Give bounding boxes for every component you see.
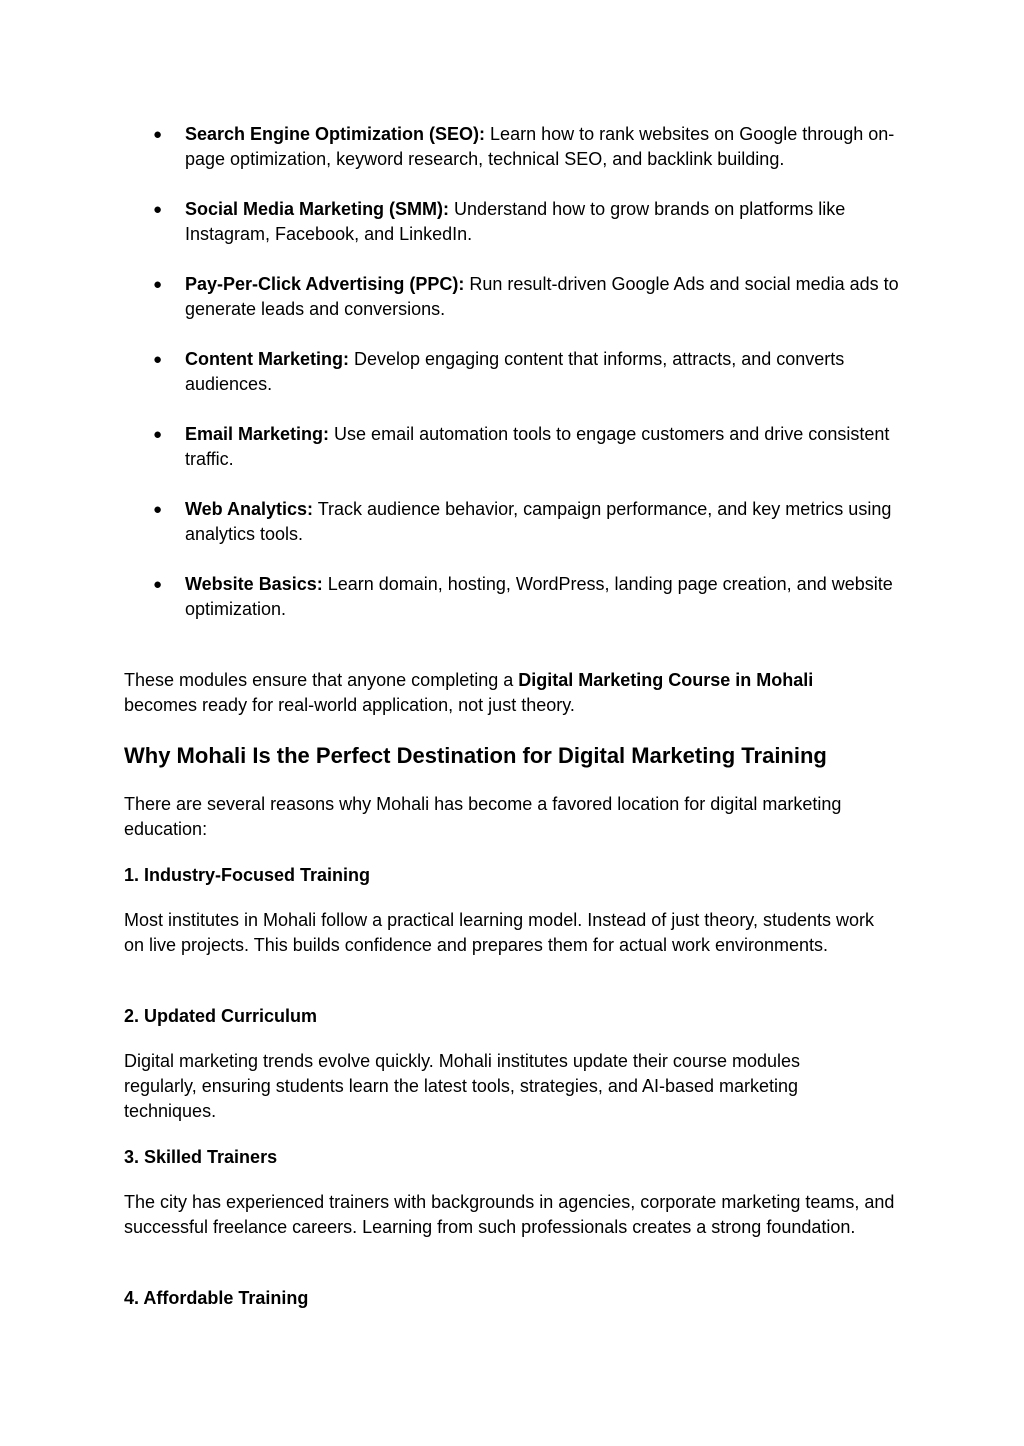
list-item <box>153 497 915 547</box>
item-title: Email Marketing: <box>185 424 330 444</box>
item-text: Develop engaging content that informs, attracts, and converts audiences. <box>185 349 845 394</box>
bullet-icon: ● <box>153 426 163 443</box>
bullet-icon: ● <box>153 351 163 368</box>
bullet-icon: ● <box>153 276 163 293</box>
list-item <box>153 347 915 397</box>
list-item <box>153 422 915 472</box>
list-item <box>153 197 915 247</box>
section-heading: Why Mohali Is the Perfect Destination for Digital Marketing Training <box>124 743 827 768</box>
item-title: Pay-Per-Click Advertising (PPC): <box>185 274 465 294</box>
item-title: Search Engine Optimization (SEO): <box>185 124 486 144</box>
list-item <box>153 572 915 622</box>
list-item <box>153 122 915 172</box>
item-text: Learn domain, hosting, WordPress, landing page creation, and website optimization. <box>185 574 893 619</box>
paragraph: Digital marketing trends evolve quickly. Mohali institutes update their course modules regularly, ensuring students learn the latest tools, strategies, and AI-based marketing techniques. <box>124 1051 800 1121</box>
subheading: 3. Skilled Trainers <box>124 1147 278 1167</box>
paragraph: Most institutes in Mohali follow a practical learning model. Instead of just theory, students work on live projects. This builds confidence and prepares them for actual work environments. <box>124 910 875 955</box>
item-title: Web Analytics: <box>185 499 314 519</box>
bullet-icon: ● <box>153 576 163 593</box>
item-title: Website Basics: <box>185 574 323 594</box>
subheading: 4. Affordable Training <box>124 1288 309 1308</box>
summary-paragraph <box>124 668 864 718</box>
summary-pre: These modules ensure that anyone completing a <box>124 670 519 690</box>
intro-paragraph: There are several reasons why Mohali has become a favored location for digital marketing education: <box>124 794 842 839</box>
subheading: 1. Industry-Focused Training <box>124 865 371 885</box>
item-text: Understand how to grow brands on platforms like Instagram, Facebook, and LinkedIn. <box>185 199 846 244</box>
summary-bold: Digital Marketing Course in Mohali <box>518 670 814 690</box>
item-text: Learn how to rank websites on Google through on-page optimization, keyword research, technical SEO, and backlink building. <box>185 124 895 169</box>
bullet-icon: ● <box>153 126 163 143</box>
item-title: Content Marketing: <box>185 349 349 369</box>
bullet-icon: ● <box>153 201 163 218</box>
item-text: Track audience behavior, campaign performance, and key metrics using analytics tools. <box>185 499 892 544</box>
subheading: 2. Updated Curriculum <box>124 1006 318 1026</box>
item-text: Run result-driven Google Ads and social media ads to generate leads and conversions. <box>185 274 899 319</box>
item-title: Social Media Marketing (SMM): <box>185 199 450 219</box>
summary-post: becomes ready for real-world application, not just theory. <box>124 695 575 715</box>
paragraph: The city has experienced trainers with backgrounds in agencies, corporate marketing teams, and successful freelance careers. Learning from such professionals creates a strong foundation. <box>124 1192 895 1237</box>
list-item <box>153 272 915 322</box>
bullet-icon: ● <box>153 501 163 518</box>
item-text: Use email automation tools to engage customers and drive consistent traffic. <box>185 424 890 469</box>
